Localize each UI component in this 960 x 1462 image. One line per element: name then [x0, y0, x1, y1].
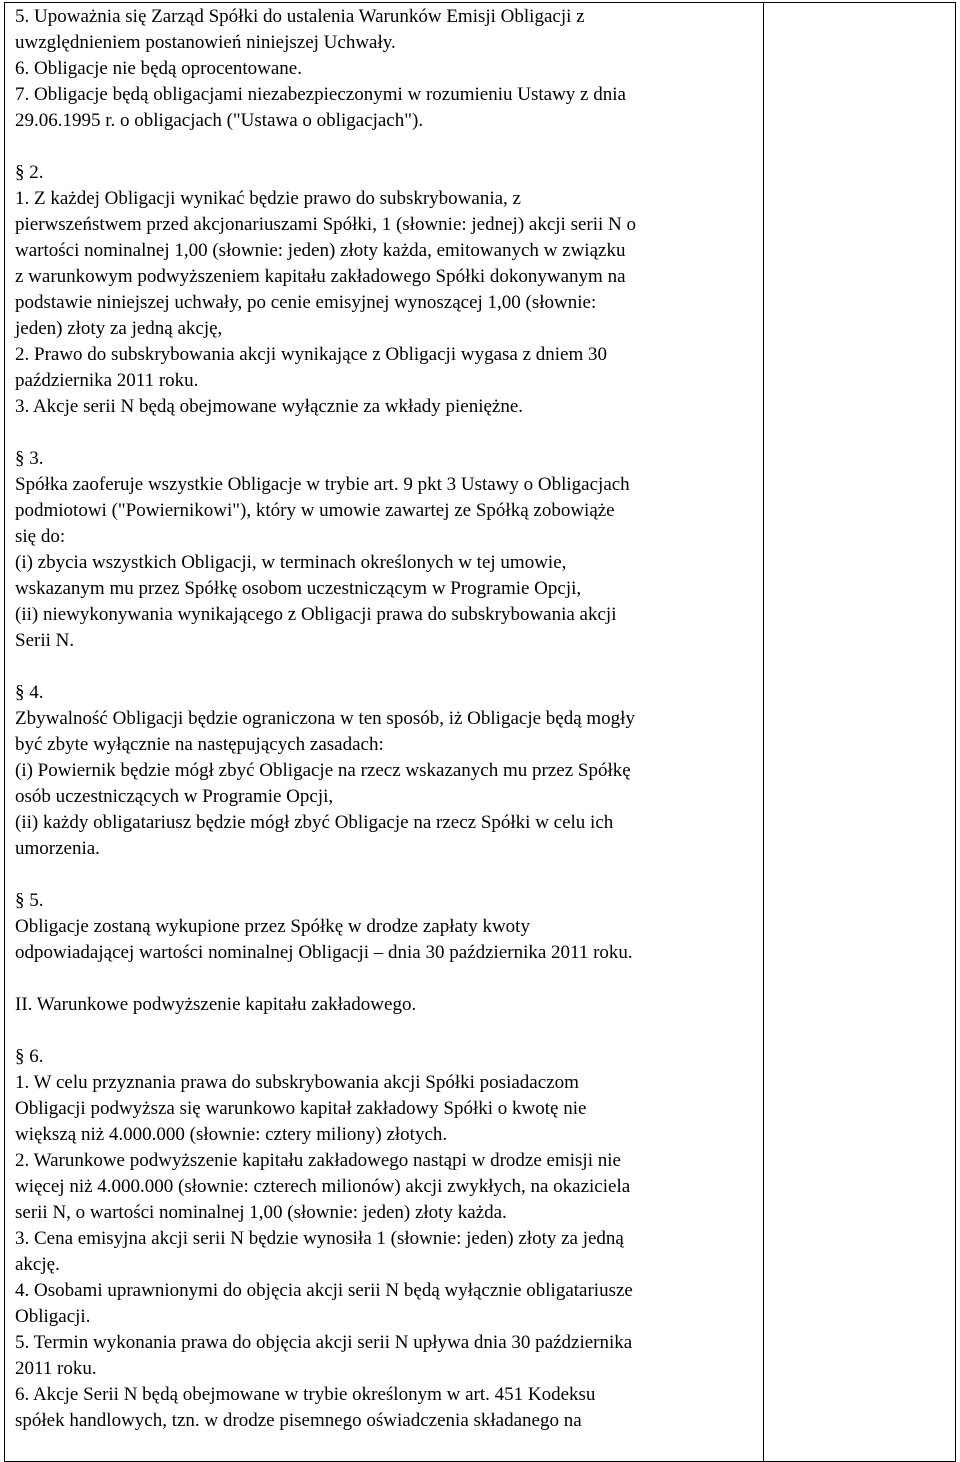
paragraph-line: Obligacje zostaną wykupione przez Spółkę w drodze zapłaty kwoty [15, 916, 530, 937]
paragraph-line: (i) Powiernik będzie mógł zbyć Obligacje na rzecz wskazanych mu przez Spółkę [15, 760, 631, 781]
table-column-divider [763, 2, 764, 1462]
paragraph-line: podstawie niniejszej uchwały, po cenie emisyjnej wynoszącej 1,00 (słownie: [15, 292, 597, 313]
paragraph-line: uwzględnieniem postanowień niniejszej Uchwały. [15, 32, 396, 53]
paragraph-line: 2011 roku. [15, 1358, 97, 1379]
paragraph-line: 5. Upoważnia się Zarząd Spółki do ustalenia Warunków Emisji Obligacji z [15, 6, 585, 27]
paragraph-line: się do: [15, 526, 66, 547]
paragraph-line: osób uczestniczących w Programie Opcji, [15, 786, 334, 807]
paragraph-line: odpowiadającej wartości nominalnej Obligacji – dnia 30 października 2011 roku. [15, 942, 633, 963]
paragraph-line: 5. Termin wykonania prawa do objęcia akcji serii N upływa dnia 30 października [15, 1332, 633, 1353]
paragraph-line: 4. Osobami uprawnionymi do objęcia akcji serii N będą wyłącznie obligatariusze [15, 1280, 633, 1301]
section-heading: § 2. [15, 162, 44, 183]
paragraph-line: 2. Warunkowe podwyższenie kapitału zakładowego nastąpi w drodze emisji nie [15, 1150, 621, 1171]
paragraph-line: 6. Obligacje nie będą oprocentowane. [15, 58, 302, 79]
paragraph-line: z warunkowym podwyższeniem kapitału zakładowego Spółki dokonywanym na [15, 266, 626, 287]
part-heading: II. Warunkowe podwyższenie kapitału zakładowego. [15, 994, 417, 1015]
paragraph-line: wskazanym mu przez Spółkę osobom uczestniczącym w Programie Opcji, [15, 578, 582, 599]
paragraph-line: 3. Cena emisyjna akcji serii N będzie wynosiła 1 (słownie: jeden) złoty za jedną [15, 1228, 624, 1249]
paragraph-line: Zbywalność Obligacji będzie ograniczona w ten sposób, iż Obligacje będą mogły [15, 708, 635, 729]
section-heading: § 4. [15, 682, 44, 703]
paragraph-line: jeden) złoty za jedną akcję, [15, 318, 223, 339]
paragraph-line: 29.06.1995 r. o obligacjach ("Ustawa o obligacjach"). [15, 110, 424, 131]
paragraph-line: Serii N. [15, 630, 75, 651]
paragraph-line: Obligacji. [15, 1306, 91, 1327]
section-number: 1. [15, 188, 30, 209]
paragraph-line: Obligacji podwyższa się warunkowo kapitał zakładowy Spółki o kwotę nie [15, 1098, 587, 1119]
paragraph-line: być zbyte wyłącznie na następujących zasadach: [15, 734, 384, 755]
paragraph-line: 6. Akcje Serii N będą obejmowane w trybie określonym w art. 451 Kodeksu [15, 1384, 596, 1405]
paragraph-line: więcej niż 4.000.000 (słownie: czterech milionów) akcji zwykłych, na okaziciela [15, 1176, 631, 1197]
paragraph-line: 1. W celu przyznania prawa do subskrybowania akcji Spółki posiadaczom [15, 1072, 579, 1093]
document-body [15, 4, 760, 1434]
paragraph-line: serii N, o wartości nominalnej 1,00 (słownie: jeden) złoty każda. [15, 1202, 507, 1223]
paragraph-line: wartości nominalnej 1,00 (słownie: jeden) złoty każda, emitowanych w związku [15, 240, 626, 261]
paragraph-line: października 2011 roku. [15, 370, 199, 391]
paragraph-line: pierwszeństwem przed akcjonariuszami Spółki, 1 (słownie: jednej) akcji serii N o [15, 214, 637, 235]
paragraph-line: 2. Prawo do subskrybowania akcji wynikające z Obligacji wygasa z dniem 30 [15, 344, 608, 365]
paragraph-line: 1. Z każdej Obligacji wynikać będzie prawo do subskrybowania, z [15, 188, 521, 209]
paragraph-line: spółek handlowych, tzn. w drodze pisemnego oświadczenia składanego na [15, 1410, 582, 1431]
paragraph-line: większą niż 4.000.000 (słownie: cztery miliony) złotych. [15, 1124, 448, 1145]
section-heading: § 6. [15, 1046, 44, 1067]
paragraph-line: 7. Obligacje będą obligacjami niezabezpieczonymi w rozumieniu Ustawy z dnia [15, 84, 626, 105]
paragraph-line: 3. Akcje serii N będą obejmowane wyłącznie za wkłady pieniężne. [15, 396, 524, 417]
paragraph-line: Spółka zaoferuje wszystkie Obligacje w trybie art. 9 pkt 3 Ustawy o Obligacjach [15, 474, 630, 495]
paragraph-line: (ii) każdy obligatariusz będzie mógł zbyć Obligacje na rzecz Spółki w celu ich [15, 812, 614, 833]
paragraph-line: (i) zbycia wszystkich Obligacji, w terminach określonych w tej umowie, [15, 552, 567, 573]
paragraph-line: umorzenia. [15, 838, 100, 859]
paragraph-line: akcję. [15, 1254, 60, 1275]
paragraph-line: (ii) niewykonywania wynikającego z Obligacji prawa do subskrybowania akcji [15, 604, 617, 625]
section-heading: § 3. [15, 448, 44, 469]
section-heading: § 5. [15, 890, 44, 911]
paragraph-line: podmiotowi ("Powiernikowi"), który w umowie zawartej ze Spółką zobowiąże [15, 500, 615, 521]
